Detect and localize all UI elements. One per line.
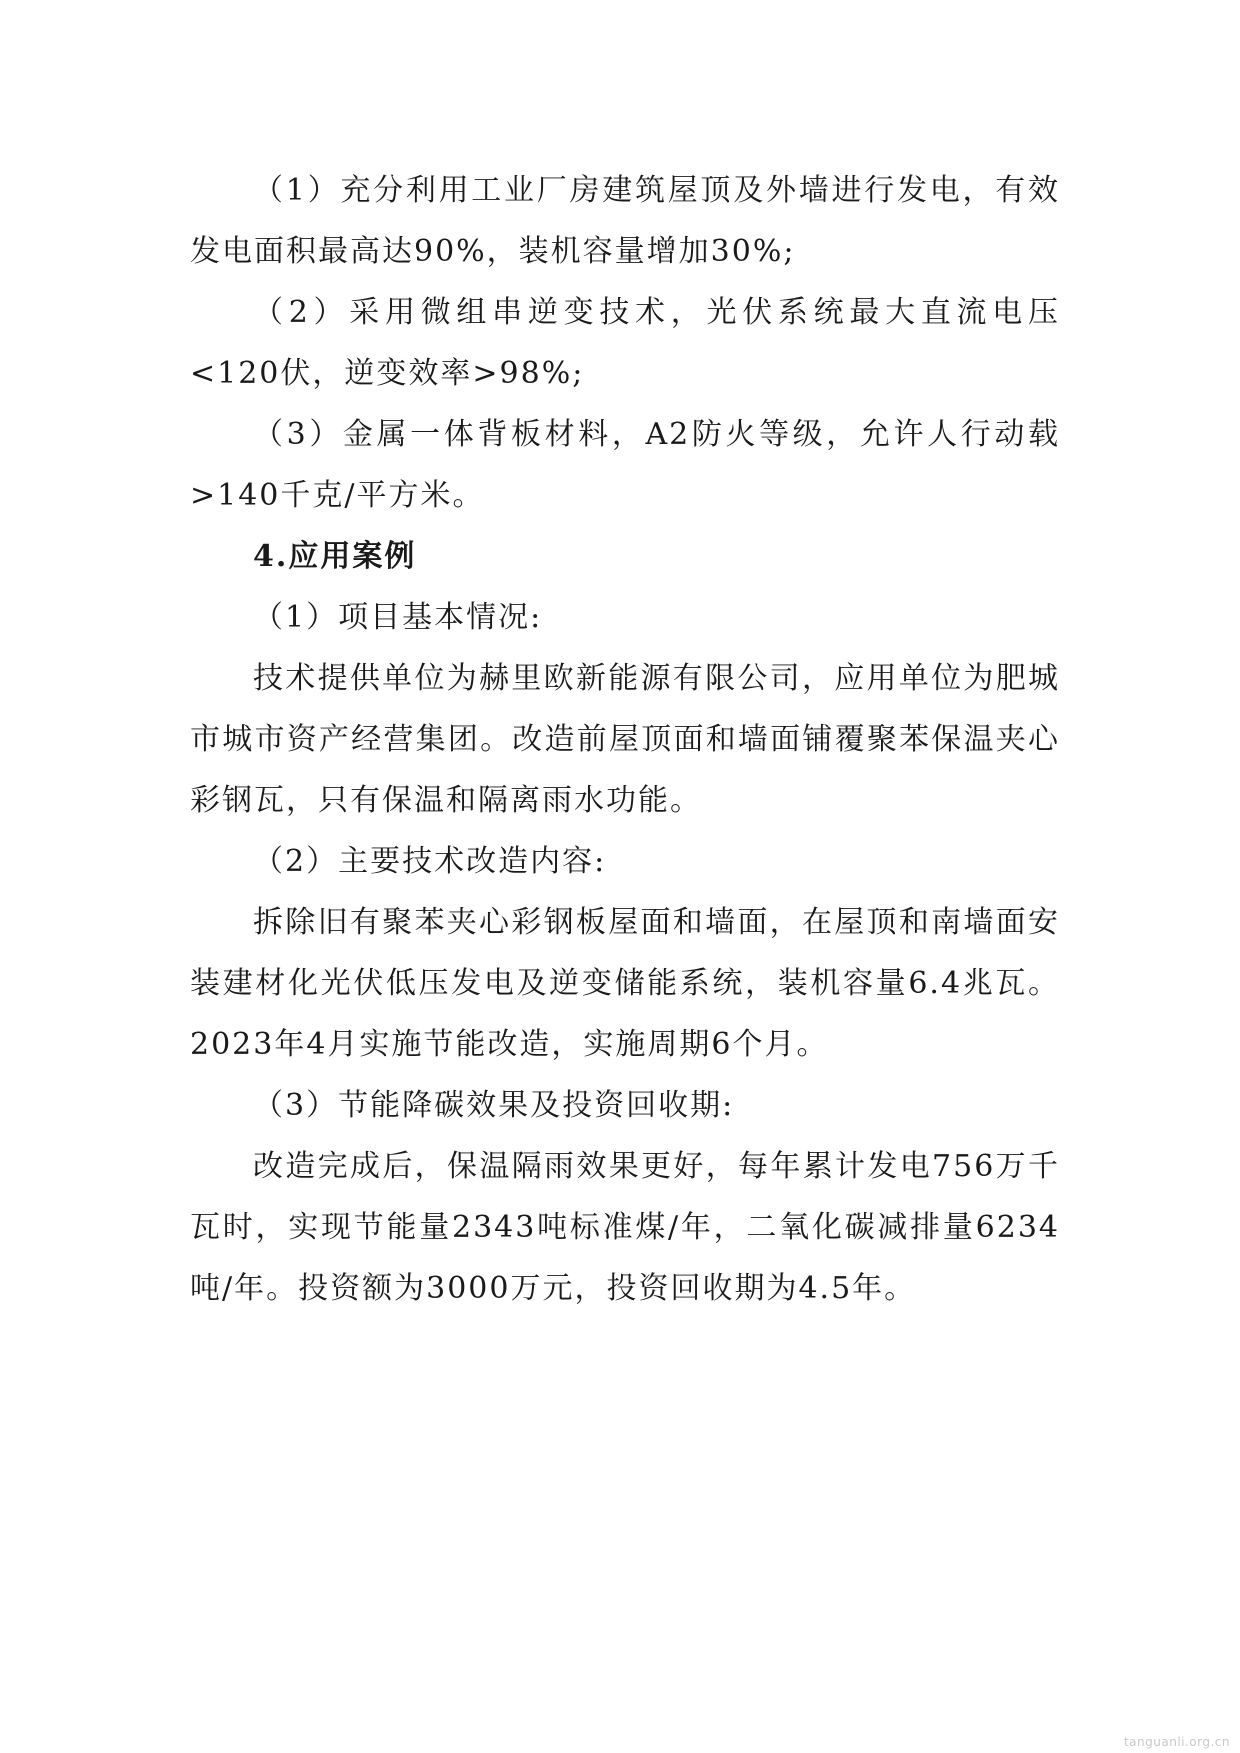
feature-item-1: （1）充分利用工业厂房建筑屋顶及外墙进行发电，有效发电面积最高达90%，装机容量增加30%;	[190, 173, 1060, 269]
document-body	[190, 160, 1060, 1319]
feature-item-3: （3）金属一体背板材料，A2防火等级，允许人行动载>140千克/平方米。	[190, 417, 1060, 513]
feature-item-2: （2）采用微组串逆变技术，光伏系统最大直流电压<120伏，逆变效率>98%;	[190, 295, 1060, 391]
case-subheading-retrofit: （2）主要技术改造内容:	[253, 844, 607, 879]
case-results-paragraph: 改造完成后，保温隔雨效果更好，每年累计发电756万千瓦时，实现节能量2343吨标准煤/年，二氧化碳减排量6234吨/年。投资额为3000万元，投资回收期为4.5年。	[190, 1149, 1060, 1306]
case-subheading-results: （3）节能降碳效果及投资回收期:	[253, 1088, 735, 1123]
case-retrofit-paragraph: 拆除旧有聚苯夹心彩钢板屋面和墙面，在屋顶和南墙面安装建材化光伏低压发电及逆变储能系统，装机容量6.4兆瓦。2023年4月实施节能改造，实施周期6个月。	[190, 905, 1060, 1062]
case-basic-info-paragraph: 技术提供单位为赫里欧新能源有限公司，应用单位为肥城市城市资产经营集团。改造前屋顶面和墙面铺覆聚苯保温夹心彩钢瓦，只有保温和隔离雨水功能。	[190, 661, 1060, 818]
section-heading: 4.应用案例	[253, 539, 417, 574]
case-subheading-basic-info: （1）项目基本情况:	[253, 600, 543, 635]
site-watermark: tanguanli.org.cn	[1123, 1735, 1230, 1749]
